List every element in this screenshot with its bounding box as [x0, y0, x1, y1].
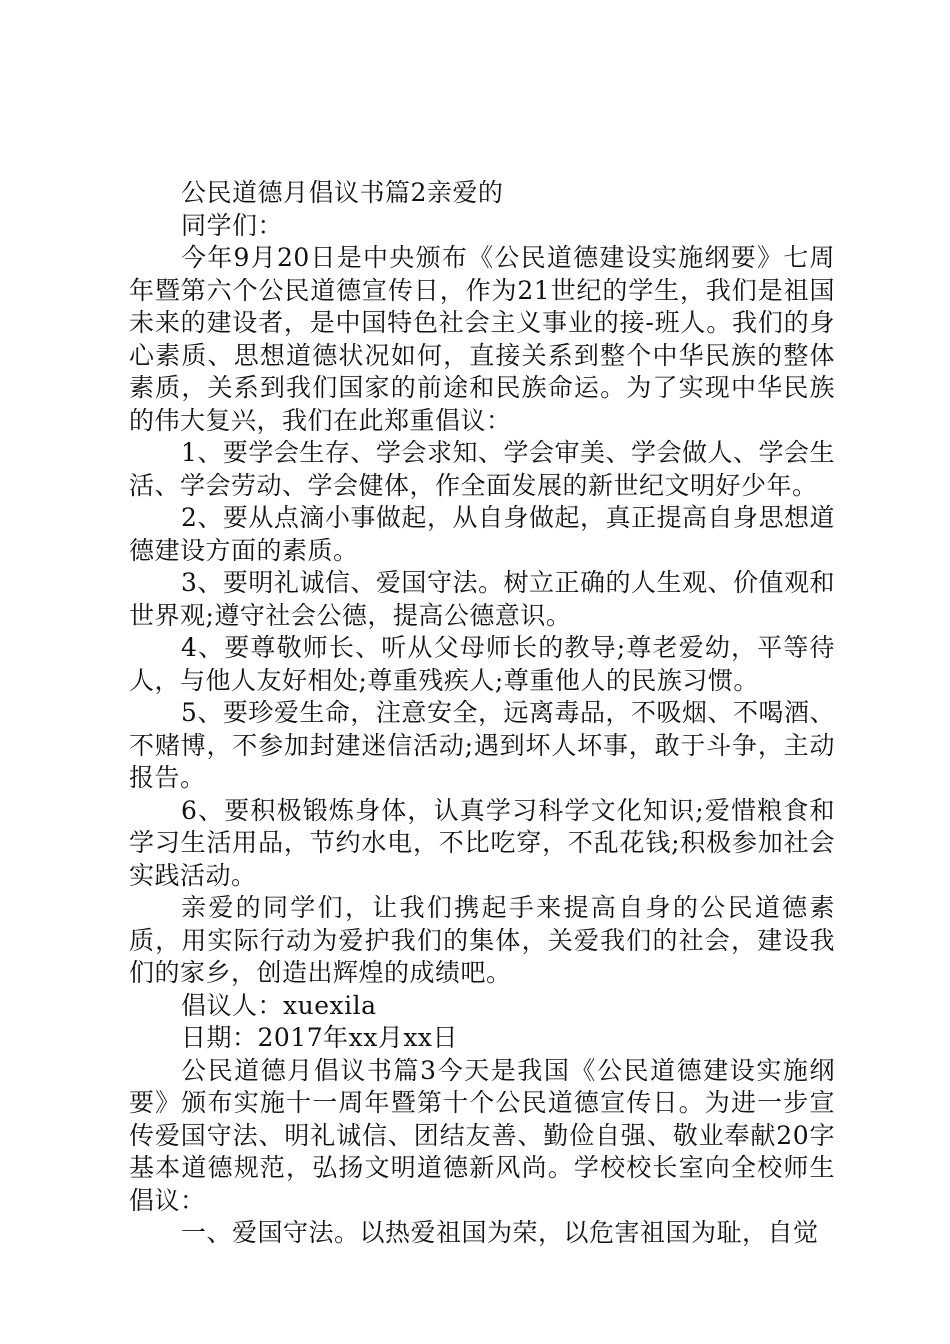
proposal-item-6: 6、要积极锻炼身体，认真学习科学文化知识;爱惜粮食和学习生活用品，节约水电，不比吃穿，不乱花钱;积极参加社会实践活动。	[129, 795, 835, 890]
proposal-item-2: 2、要从点滴小事做起，从自身做起，真正提高自身思想道德建设方面的素质。	[129, 503, 835, 565]
intro-paragraph: 今年9月20日是中央颁布《公民道德建设实施纲要》七周年暨第六个公民道德宣传日，作为21世纪的学生，我们是祖国未来的建设者，是中国特色社会主义事业的接-班人。我们的身心素质、思想道德状况如何，直接关系到整个中华民族的整体素质，关系到我们国家的前途和民族命运。为了实现中华民族的伟大复兴，我们在此郑重倡议：	[129, 243, 835, 435]
proposer-line: 倡议人：xuexila	[181, 990, 377, 1020]
proposal-item-3: 3、要明礼诚信、爱国守法。树立正确的人生观、价值观和世界观;遵守社会公德，提高公德意识。	[129, 568, 835, 630]
date-line: 日期：2017年xx月xx日	[181, 1023, 459, 1052]
section-3-paragraph: 公民道德月倡议书篇3今天是我国《公民道德建设实施纲要》颁布实施十一周年暨第十个公民道德宣传日。为进一步宣传爱国守法、明礼诚信、团结友善、勤俭自强、敬业奉献20字基本道德规范，弘扬文明道德新风尚。学校校长室向全校师生倡议：	[129, 1055, 835, 1215]
heading-paragraph: 公民道德月倡议书篇2亲爱的	[181, 178, 504, 207]
document-body	[129, 177, 835, 1250]
proposal-item-5: 5、要珍爱生命，注意安全，远离毒品，不吸烟、不喝酒、不赌博，不参加封建迷信活动;遇到坏人坏事，敢于斗争，主动报告。	[129, 698, 835, 792]
section-3-item-1: 一、爱国守法。以热爱祖国为荣，以危害祖国为耻，自觉	[181, 1218, 819, 1247]
proposal-item-1: 1、要学会生存、学会求知、学会审美、学会做人、学会生活、学会劳动、学会健体，作全面发展的新世纪文明好少年。	[129, 438, 835, 500]
closing-paragraph: 亲爱的同学们，让我们携起手来提高自身的公民道德素质，用实际行动为爱护我们的集体，关爱我们的社会，建设我们的家乡，创造出辉煌的成绩吧。	[129, 893, 835, 987]
salutation-paragraph: 同学们：	[181, 210, 284, 240]
proposal-item-4: 4、要尊敬师长、听从父母师长的教导;尊老爱幼，平等待人，与他人友好相处;尊重残疾人;尊重他人的民族习惯。	[129, 633, 835, 695]
